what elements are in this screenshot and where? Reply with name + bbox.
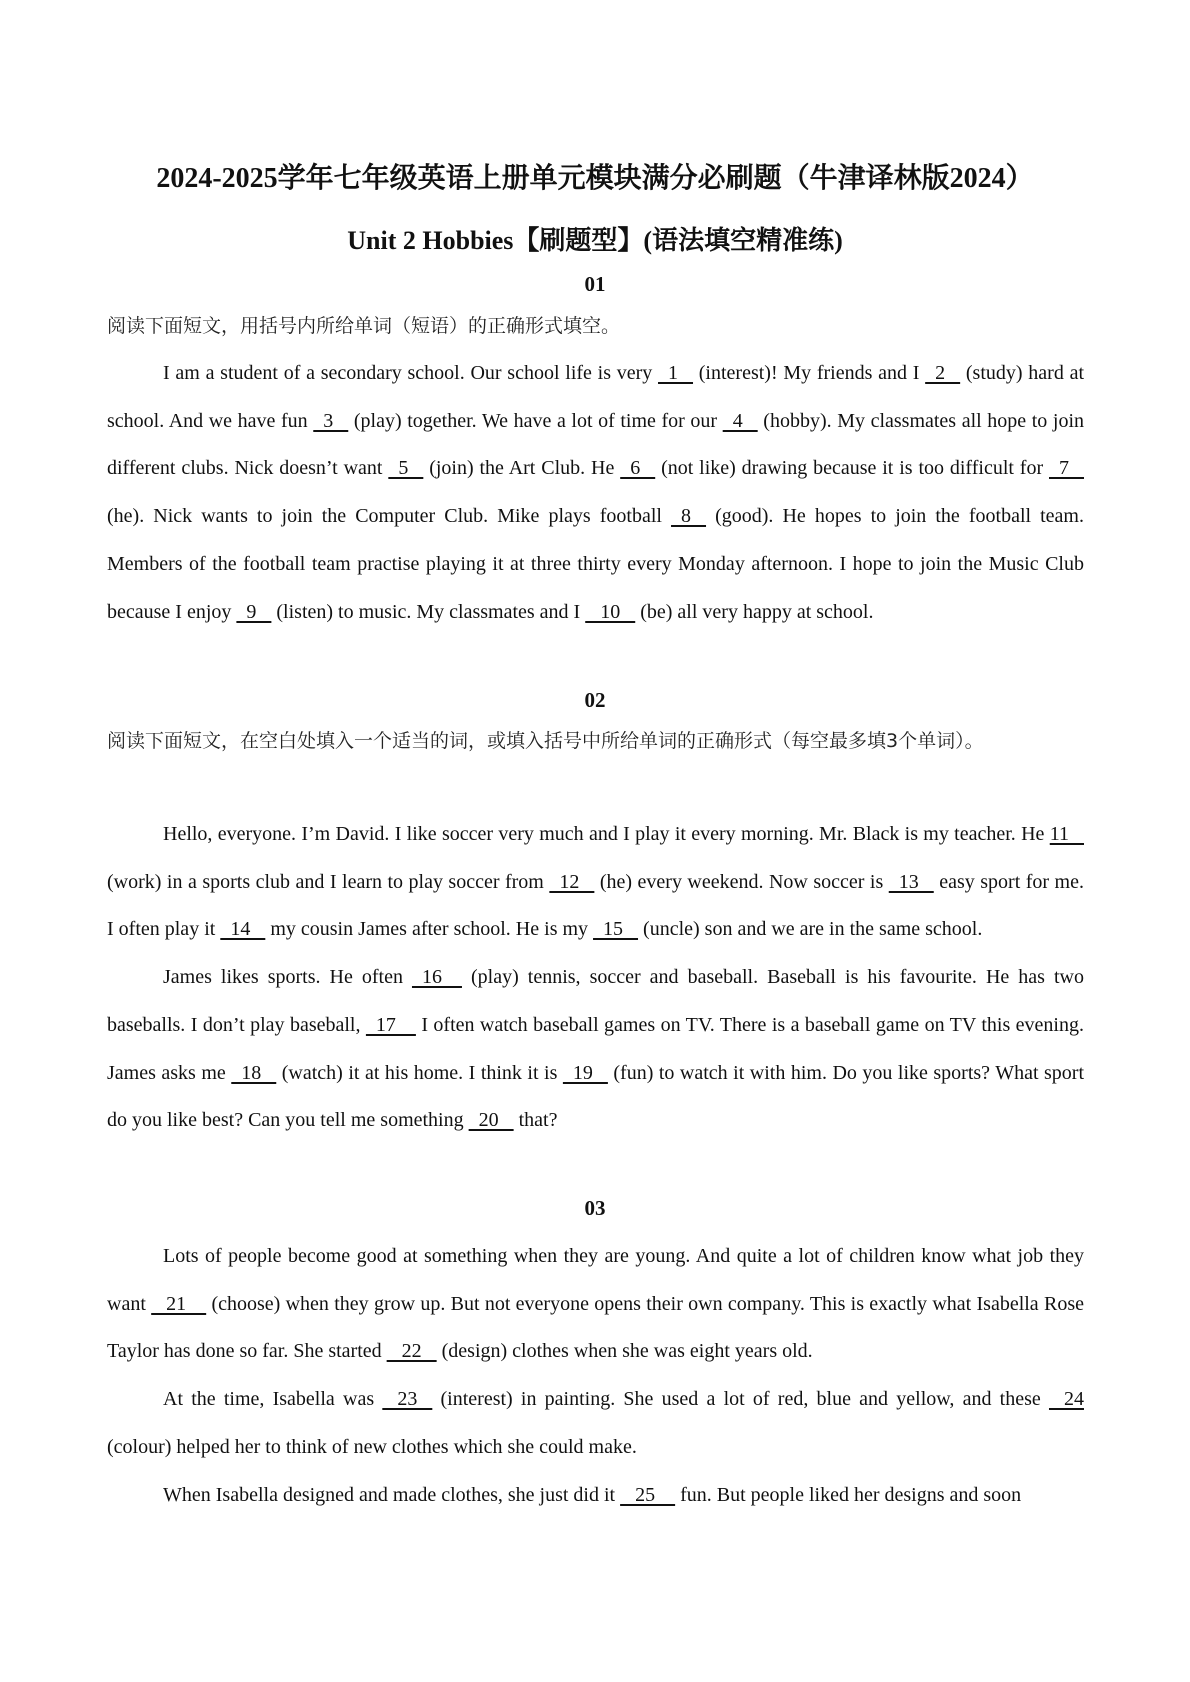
passage-text: (work) in a sports club and I learn to play soccer from [107,870,550,893]
blank-20: 20 [468,1109,514,1132]
passage-text: (play) together. We have a lot of time for our [348,409,723,432]
passage-text: At the time, Isabella was [163,1388,383,1411]
passage-text: (watch) it at his home. I think it is [276,1061,563,1084]
blank-23: 23 [382,1388,433,1411]
passage-text: (study) hard at school. And we have fun [107,362,1084,432]
paragraph [107,954,1084,1145]
blank-24: 24 [1048,1388,1084,1411]
section2-instruction: 阅读下面短文，在空白处填入一个适当的词，或填入括号中所给单词的正确形式（每空最多填3个单词）。 [107,730,984,752]
passage-text: (join) the Art Club. He [423,457,621,480]
blank-25: 25 [620,1483,676,1506]
passage-text: (hobby). My classmates all hope to join different clubs. Nick doesn’t want [107,409,1085,480]
blank-21: 21 [151,1292,207,1315]
passage-text: (not like) drawing because it is too difficult for [655,457,1049,480]
passage-text: (interest) in painting. She used a lot of red, blue and yellow, and these [432,1388,1049,1411]
passage-text: (he). Nick wants to join the Computer Club. Mike plays football [107,505,672,528]
section3-passage [107,1233,1084,1519]
blank-9: 9 [236,600,272,623]
blank-16: 16 [411,966,462,989]
blank-7: 7 [1049,457,1084,480]
passage-text: (design) clothes when she was eight years old. [436,1340,813,1363]
passage-text: I am a student of a secondary school. Our school life is very [163,362,659,384]
blank-2: 2 [925,362,961,384]
section-number-01: 01 [584,272,606,296]
paragraph [107,811,1084,954]
blank-11: 11 [1049,823,1084,845]
blank-4: 4 [722,409,758,432]
passage-text: my cousin James after school. He is my [265,918,594,941]
paragraph [107,350,1084,636]
blank-3: 3 [313,409,349,432]
blank-6: 6 [620,457,656,480]
section-number-02: 02 [584,688,606,712]
passage-text: (colour) helped her to think of new clothes which she could make. [107,1435,637,1458]
section1-instruction: 阅读下面短文，用括号内所给单词（短语）的正确形式填空。 [107,315,621,337]
page-title: 2024-2025学年七年级英语上册单元模块满分必刷题（牛津译林版2024） [156,163,1034,194]
page-subtitle: Unit 2 Hobbies【刷题型】(语法填空精准练) [347,226,843,255]
blank-14: 14 [220,918,266,941]
blank-1: 1 [658,362,694,384]
blank-15: 15 [593,918,639,941]
paragraph [107,1233,1084,1376]
blank-22: 22 [386,1340,437,1363]
section2-passage [107,811,1084,1145]
passage-text: James likes sports. He often [163,966,412,989]
passage-text: Lots of people become good at something when they are young. And quite a lot of children know what job they want [107,1245,1084,1315]
section-number-03: 03 [584,1196,606,1220]
passage-text: that? [513,1109,558,1132]
blank-5: 5 [388,457,424,480]
passage-text: I often watch baseball games on TV. There is a baseball game on TV this evening. James asks me [107,1013,1084,1084]
blank-13: 13 [888,870,934,893]
blank-10: 10 [585,600,636,623]
blank-12: 12 [549,870,595,893]
passage-text: easy sport for me. I often play it [107,870,1084,941]
blank-18: 18 [231,1061,277,1084]
passage-text: When Isabella designed and made clothes, she just did it [163,1483,621,1506]
passage-text: (he) every weekend. Now soccer is [594,870,889,893]
passage-text: (listen) to music. My classmates and I [271,600,586,623]
passage-text: (be) all very happy at school. [635,600,874,623]
passage-text: (choose) when they grow up. But not everyone opens their own company. This is exactly what Isabella Rose Taylor has done so far. She started [107,1292,1084,1363]
passage-text: Hello, everyone. I’m David. I like soccer very much and I play it every morning. Mr. Black is my teacher. He [163,823,1050,845]
passage-text: (uncle) son and we are in the same school. [638,918,983,941]
passage-text: fun. But people liked her designs and soon [675,1483,1022,1506]
section1-passage [107,350,1084,636]
blank-8: 8 [671,505,707,528]
passage-text: (interest)! My friends and I [693,362,926,384]
paragraph [107,1472,1084,1520]
passage-text: (fun) to watch it with him. Do you like sports? What sport do you like best? Can you tell me something [107,1061,1085,1132]
passage-text: (good). He hopes to join the football team. Members of the football team practise playing it at three thirty every Monday afternoon. I hope to join the Music Club because I enjoy [107,505,1084,623]
passage-text: (play) tennis, soccer and baseball. Baseball is his favourite. He has two baseballs. I don’t play baseball, [107,966,1084,1036]
blank-19: 19 [562,1061,608,1084]
blank-17: 17 [365,1013,416,1036]
paragraph [107,1376,1084,1471]
